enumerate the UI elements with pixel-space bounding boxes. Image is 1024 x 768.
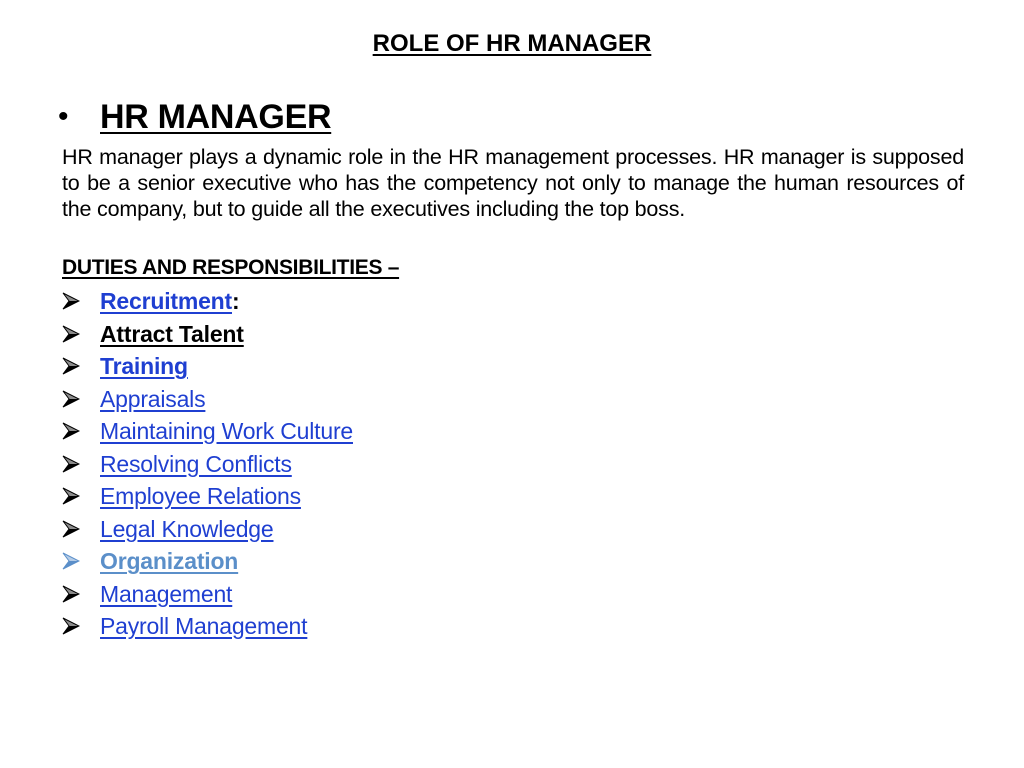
duty-item bbox=[62, 318, 353, 351]
duty-item bbox=[62, 448, 353, 481]
duty-item bbox=[62, 545, 353, 578]
intro-paragraph: HR manager plays a dynamic role in the HR management processes. HR manager is supposed to be a senior executive who has the competency not only to manage the human resources of the company, but to guide all the executives including the top boss. bbox=[62, 145, 964, 221]
duty-label-wrap bbox=[100, 319, 244, 349]
duty-label-wrap bbox=[100, 481, 301, 511]
heading-row bbox=[58, 96, 331, 138]
duty-label-wrap bbox=[100, 579, 232, 609]
bullet-icon: • bbox=[58, 100, 69, 133]
arrow-bullet-icon bbox=[62, 318, 100, 350]
duty-link[interactable]: Maintaining Work Culture bbox=[100, 418, 353, 445]
arrow-bullet-icon bbox=[62, 513, 100, 545]
duty-link[interactable]: Management bbox=[100, 580, 233, 607]
arrow-bullet-icon bbox=[62, 448, 100, 480]
slide-title-text: ROLE OF HR MANAGER bbox=[372, 30, 652, 57]
duty-label-wrap bbox=[100, 286, 239, 316]
arrow-bullet-icon bbox=[62, 610, 100, 642]
section-heading: HR MANAGER bbox=[100, 98, 332, 136]
duty-link[interactable]: Payroll Management bbox=[100, 613, 308, 640]
arrow-bullet-icon bbox=[62, 545, 100, 577]
duty-item bbox=[62, 285, 353, 318]
duty-link[interactable]: Legal Knowledge bbox=[100, 515, 274, 542]
duty-suffix: : bbox=[232, 288, 240, 315]
duty-link[interactable]: Organization bbox=[100, 548, 239, 575]
duty-item bbox=[62, 350, 353, 383]
slide-title bbox=[0, 29, 1024, 59]
duty-label-wrap bbox=[100, 416, 353, 446]
duty-link[interactable]: Attract Talent bbox=[100, 320, 244, 347]
arrow-bullet-icon bbox=[62, 480, 100, 512]
duty-item bbox=[62, 513, 353, 546]
duty-list bbox=[62, 285, 353, 643]
duty-label-wrap bbox=[100, 384, 205, 414]
duty-link[interactable]: Appraisals bbox=[100, 385, 206, 412]
duty-item bbox=[62, 415, 353, 448]
duty-label-wrap bbox=[100, 514, 273, 544]
duty-item bbox=[62, 610, 353, 643]
duty-label-wrap bbox=[100, 546, 238, 576]
duty-link[interactable]: Recruitment bbox=[100, 288, 232, 315]
duty-label-wrap bbox=[100, 611, 307, 641]
duties-title: DUTIES AND RESPONSIBILITIES – bbox=[62, 256, 400, 279]
duty-item bbox=[62, 383, 353, 416]
duty-link[interactable]: Training bbox=[100, 353, 188, 380]
duty-label-wrap bbox=[100, 449, 292, 479]
arrow-bullet-icon bbox=[62, 415, 100, 447]
duty-link[interactable]: Resolving Conflicts bbox=[100, 450, 292, 477]
arrow-bullet-icon bbox=[62, 350, 100, 382]
duty-link[interactable]: Employee Relations bbox=[100, 483, 301, 510]
duty-item bbox=[62, 578, 353, 611]
duty-item bbox=[62, 480, 353, 513]
duty-label-wrap bbox=[100, 351, 188, 381]
arrow-bullet-icon bbox=[62, 285, 100, 317]
arrow-bullet-icon bbox=[62, 578, 100, 610]
arrow-bullet-icon bbox=[62, 383, 100, 415]
